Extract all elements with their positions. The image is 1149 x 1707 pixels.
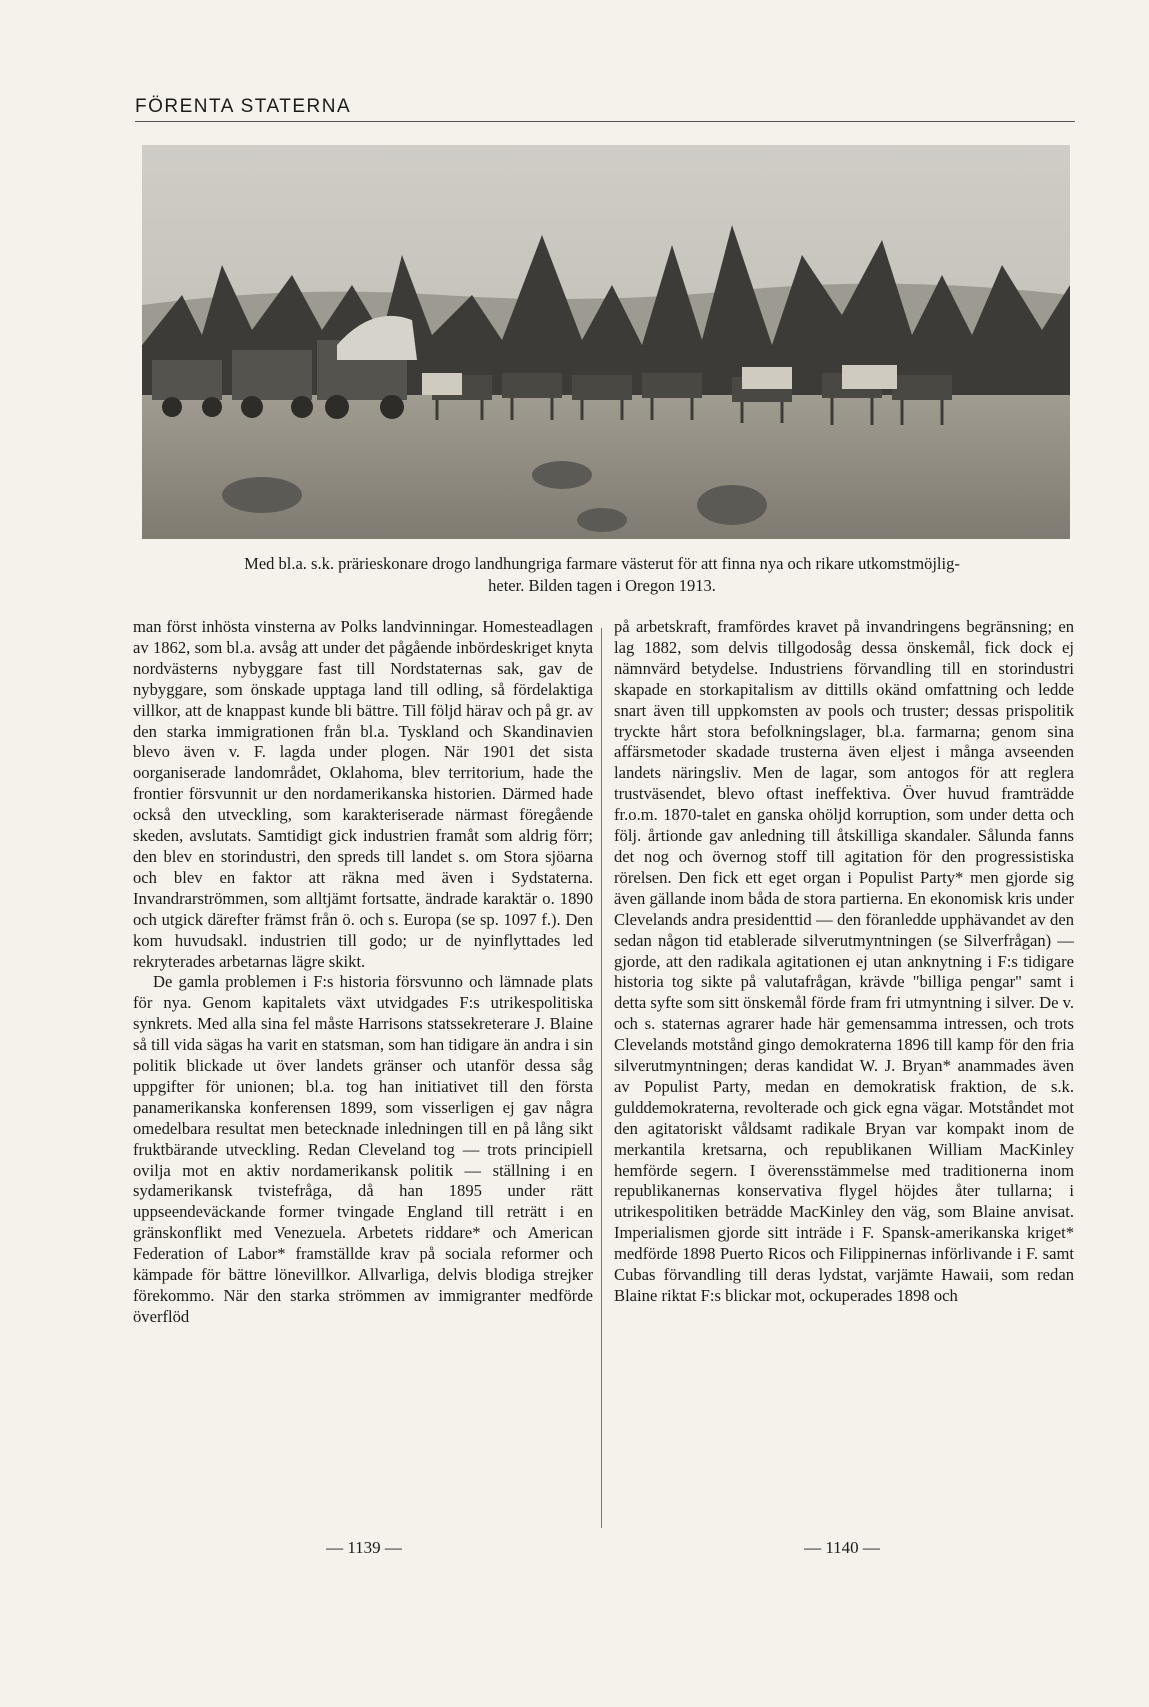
photo-image bbox=[142, 145, 1070, 539]
left-column bbox=[133, 617, 593, 1328]
page-title: FÖRENTA STATERNA bbox=[135, 96, 352, 117]
page-number-right: — 1140 — bbox=[804, 1538, 880, 1557]
right-column bbox=[614, 617, 1074, 1307]
caption-line-2: heter. Bilden tagen i Oregon 1913. bbox=[488, 576, 716, 595]
caption-line-1: Med bl.a. s.k. prärieskonare drogo landhungriga farmare västerut för att finna nya och rikare utkomstmöjlig- bbox=[244, 554, 960, 573]
left-paragraph-2: De gamla problemen i F:s historia försvunno och lämnade plats för nya. Genom kapitalets växt utvidgades F:s utrikespolitiska synkrets. Med alla sina fel måste Harrisons statssekreterare J. Blaine så till vida sägas ha varit en statsman, som han tidigare än andra i sin politik blickade ut över landets gränser och utanför dessa såg uppgifter för unionen; bl.a. tog han initiativet till den första panamerikanska konferensen 1899, som visserligen ej gav några omedelbara resultat men betecknade inledningen till en på lång sikt fruktbärande utveckling. Redan Cleveland tog — trots principiell ovilja mot en aktiv nordamerikansk politik — ställning i en sydamerikansk tvistefråga, då han 1895 under rätt uppseendeväckande former tvingade England till reträtt i en gränskonflikt med Venezuela. Arbetets riddare* och American Federation of Labor* framställde krav på sociala reformer och kämpade för bättre lönevillkor. Allvarliga, delvis blodiga strejker förekommo. När den starka strömmen av immigranter medförde överflöd bbox=[133, 972, 593, 1326]
running-header bbox=[135, 96, 1075, 122]
figure-caption bbox=[130, 553, 1074, 597]
left-paragraph-1: man först inhösta vinsterna av Polks landvinningar. Homesteadlagen av 1862, som bl.a. avsåg att under det pågående inbördeskriget knyta nordvästerns nybyggare fast till Nordstaternas sak, gav de nybyggare, som önskade upptaga land till odling, så fördelaktiga villkor, att de knappast kunde bli bättre. Till följd härav och på gr. av den starka immigrationen från bl.a. Tyskland och Skandinavien blevo även v. F. lagda under plogen. När 1901 det sista oorganiserade landområdet, Oklahoma, blev territorium, hade the frontier försvunnit ur den nordamerikanska historien. Därmed hade också den utveckling, som karakteriserade närmast föregående skeden, avslutats. Samtidigt gick industrien framåt som aldrig förr; den blev en storindustri, den spreds till landet s. om Stora sjöarna och blev en faktor att räkna med även i Sydstaterna. Invandrarströmmen, som alltjämt fortsatte, ändrade karaktär o. 1890 och utgick därefter främst från ö. och s. Europa (se sp. 1097 f.). Den kom huvudsakl. industrien till godo; ur de nyinflyttades led rekryterades arbetarnas lägre skikt. bbox=[133, 617, 593, 971]
page-number-left: — 1139 — bbox=[326, 1538, 402, 1557]
photograph-prairie-schooners bbox=[142, 145, 1070, 539]
column-divider bbox=[601, 628, 602, 1528]
right-paragraph-1: på arbetskraft, framfördes kravet på invandringens begränsning; en lag 1882, som delvis tillgodosåg dessa önskemål, fick dock ej nämnvärd betydelse. Industriens förvandling till en storindustri skapade en storkapitalism av dittills okänd omfattning och ledde snart även till uppkomsten av pools och truster; dessas prispolitik tryckte hårt stora befolkningslager, bl.a. farmarna; genom sina affärsmetoder skadade trusterna även eljest i många avseenden landets näringsliv. Men de lagar, som antogos för att reglera trustväsendet, blevo oftast ineffektiva. Över huvud framträdde fr.o.m. 1870-talet en ganska ohöljd korruption, som under detta och följ. årtionde gav anledning till åtskilliga skandaler. Sålunda fanns det nog och övernog stoff till agitation för den progressistiska rörelsen. Den fick ett eget organ i Populist Party* men gjorde sig även gällande inom båda de stora partierna. En ekonomisk kris under Clevelands andra presidenttid — den föranledde upphävandet av den sedan någon tid etablerade silverutmyntningen (se Silverfrågan) — gjorde, att den radikala agitationen ej utan anknytning i F:s tidigare historia tog sikte på valutafrågan, krävde "billiga pengar" samt i detta syfte som sitt önskemål förde fram fri utmyntning i silver. De v. och s. staternas agrarer hade här gemensamma intressen, och trots Clevelands motstånd gingo demokraterna 1896 till kamp för den fria silverutmyntningen; deras kandidat W. J. Bryan* anammades även av Populist Party, medan en demokratisk fraktion, de s.k. gulddemokraterna, revolterade och gick egna vägar. Motståndet mot den agitatoriskt våldsamt radikale Bryan var kompakt inom de merkantila kretsarna, och republikanen William MacKinley hemförde segern. I överensstämmelse med traditionerna inom republikanernas konservativa flygel höjdes åter tullarna; i utrikespolitiken beträdde MacKinley den väg, som Blaine anvisat. Imperialismen gjorde sitt inträde i F. Spansk-amerikanska kriget* medförde 1898 Puerto Ricos och Filippinernas införlivande i F. samt Cubas förvandling till deras lydstat, varjämte Hawaii, som redan Blaine riktat F:s blickar mot, ockuperades 1898 och bbox=[614, 617, 1074, 1305]
